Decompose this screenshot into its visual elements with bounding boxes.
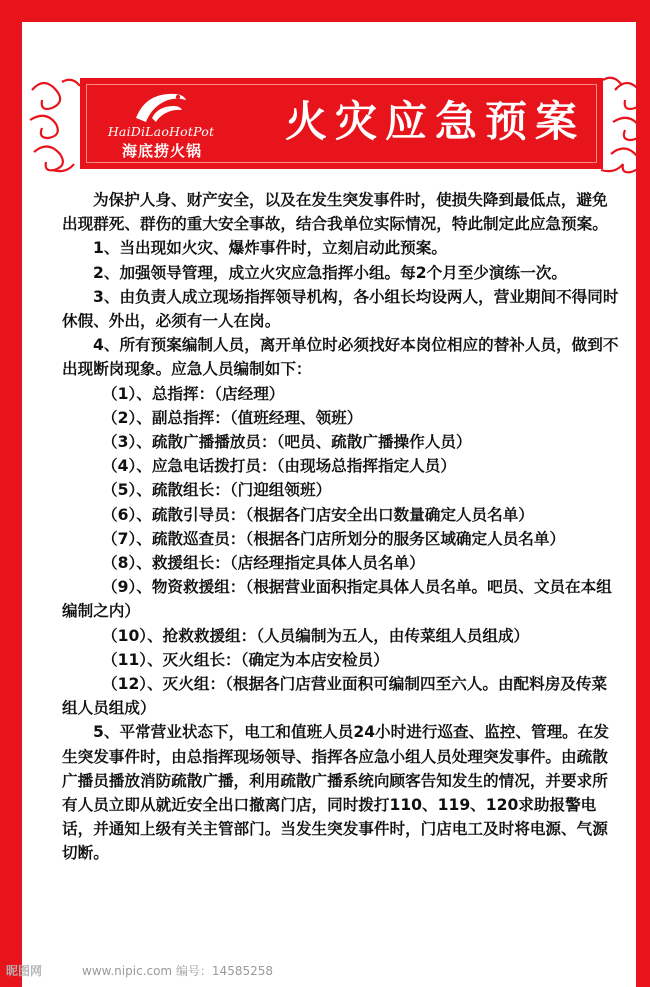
- paragraph-3: 3、由负责人成立现场指挥领导机构，各小组长均设两人，营业期间不得同时休假、外出，必须有一人在岗。: [62, 287, 619, 331]
- paragraph-5: 5、平常营业状态下，电工和值班人员24小时进行巡查、监控、管理。在发生突发事件时，由总指挥现场领导、指挥各应急小组人员处理突发事件。由疏散广播员播放消防疏散广播，利用疏散广播系统向顾客告知发生的情况，并要求所有人员立即从就近安全出口撤离门店，同时拨打110、119、120求助报警电话，并通知上级有关主管部门。当发生突发事件时，门店电工及时将电源、气源切断。: [62, 723, 609, 863]
- plan-body: [62, 188, 620, 866]
- staff-item-8: （8）、救援组长：（店经理指定具体人员名单）: [102, 554, 425, 573]
- image-watermark: [6, 962, 273, 979]
- staff-item-12: （12）、灭火组：（根据各门店营业面积可编制四至六人。由配料房及传菜组人员组成）: [62, 675, 608, 718]
- paragraph-1: 1、当出现如火灾、爆炸事件时，立刻启动此预案。: [93, 239, 447, 258]
- red-frame-left: [0, 0, 22, 987]
- watermark-text: www.nipic.com 编号：14585258: [82, 964, 273, 978]
- watermark-site: 昵图网: [6, 964, 43, 978]
- haidilao-logo-mark-icon: [130, 88, 190, 126]
- staff-item-5: （5）、疏散组长：（门迎组领班）: [102, 481, 332, 500]
- logo-english-name: HaiDiLaoHotPot: [107, 124, 215, 139]
- page-title: 火灾应急预案: [285, 97, 586, 146]
- haidilao-logo: [96, 88, 224, 158]
- staff-item-11: （11）、灭火组长：（确定为本店安检员）: [102, 650, 389, 669]
- paragraph-4: 4、所有预案编制人员，离开单位时必须找好本岗位相应的替补人员，做到不出现断岗现象。应急人员编制如下：: [62, 336, 619, 379]
- title-banner: [80, 78, 603, 169]
- paragraph-intro: 为保护人身、财产安全，以及在发生突发事件时，使损失降到最低点，避免出现群死、群伤的重大安全事故，结合我单位实际情况，特此制定此应急预案。: [62, 191, 608, 234]
- staff-item-6: （6）、疏散引导员：（根据各门店安全出口数量确定人员名单）: [102, 505, 534, 524]
- staff-item-9: （9）、物资救援组：（根据营业面积指定具体人员名单。吧员、文员在本组编制之内）: [62, 578, 612, 621]
- staff-item-3: （3）、疏散广播播放员：（吧员、疏散广播操作人员）: [102, 433, 472, 452]
- staff-item-10: （10）、抢救救援组：（人员编制为五人，由传菜组人员组成）: [102, 626, 530, 645]
- staff-item-1: （1）、总指挥：（店经理）: [102, 384, 285, 403]
- logo-chinese-name: 海底捞火锅: [121, 142, 202, 160]
- staff-item-4: （4）、应急电话拨打员：（由现场总指挥指定人员）: [102, 457, 456, 476]
- red-frame-top: [0, 0, 650, 22]
- staff-item-7: （7）、疏散巡查员：（根据各门店所划分的服务区域确定人员名单）: [102, 529, 566, 548]
- paragraph-2: 2、加强领导管理，成立火灾应急指挥小组。每2个月至少演练一次。: [93, 263, 567, 282]
- staff-item-2: （2）、副总指挥：（值班经理、领班）: [102, 408, 363, 427]
